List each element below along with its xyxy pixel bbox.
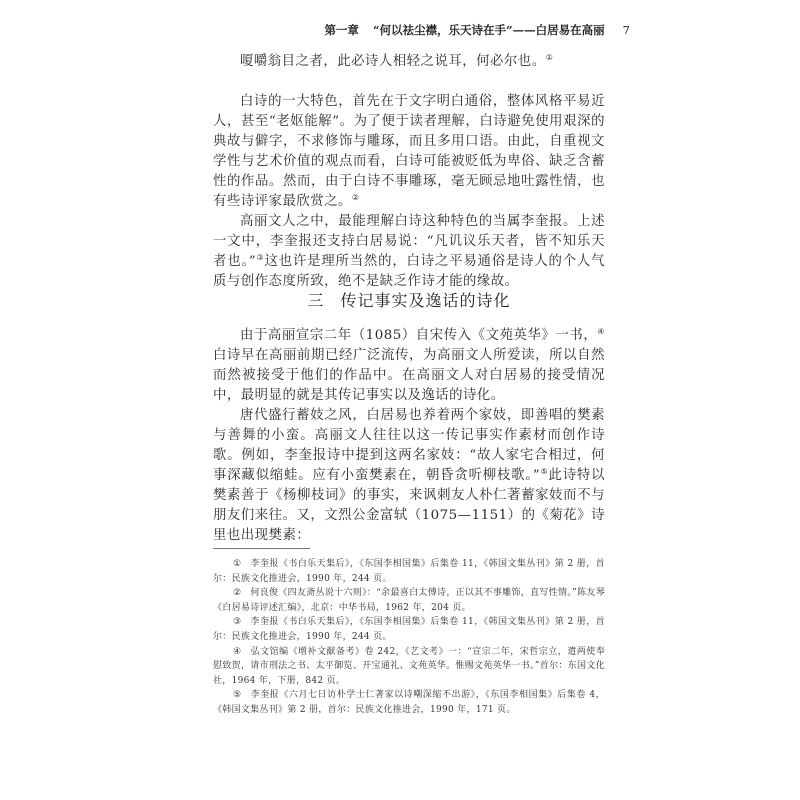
paragraph-text: 由于高丽宣宗二年（1085）自宋传入《文苑英华》一书，: [240, 328, 598, 343]
footnote-1: [213, 557, 605, 586]
footnote-2: [213, 586, 605, 615]
footnote-mark: ④: [233, 646, 242, 657]
paragraph-text: 白诗的一大特色，首先在于文字明白通俗，整体风格平易近人，甚至“老妪能解”。为了便于读者理解，白诗避免使用艰深的典故与僻字，不求修饰与雕琢，而且多用口语。由此，自重视文学性与艺术价值的观点而看，白诗可能被贬低为卑俗、缺乏含蓄性的作品。然而，由于白诗不事雕琢，毫无顾忌地吐露性情，也有些诗评家最欣赏之。: [213, 94, 605, 209]
footnote-text: 李奎报《书白乐天集后》，《东国李相国集》后集卷 11，《韩国文集丛刊》第 2 册，首尔：民族文化推进会，1990 年，244 页。: [213, 559, 605, 584]
footnote-text: 何良俊《四友斋丛说十六则》：“余最喜白太傅诗，正以其不事雕饰，直写性情。”陈友琴《白居易诗评述汇编》，北京：中华书局，1962 年，204 页。: [213, 588, 605, 613]
footnote-ref-4[interactable]: ④: [597, 327, 605, 336]
section-number: 三: [307, 291, 325, 310]
footnote-ref-5[interactable]: ⑤: [540, 467, 549, 476]
footnote-mark: ⑤: [233, 690, 242, 701]
footnote-text: 李奎报《六月七日访朴学士仁著家以诗嘲深缩不出游》，《东国李相国集》后集卷 4，《韩国文集丛刊》第 2 册，首尔：民族文化推进会，1990 年，171 页。: [213, 690, 605, 715]
footnote-text: 弘文馆编《增补文献备考》卷 242，《艺文考》一：“宣宗二年，宋哲宗立，遣两使奉慰致贺，请市刑法之书、太平御览、开宝通礼、文苑英华。惟赐文苑英华一书。”首尔：东国文化社，1964 年，下册，842 页。: [213, 646, 605, 686]
section-heading: [213, 289, 605, 313]
footnote-mark: ①: [233, 559, 242, 569]
footnote-rule: [213, 548, 310, 549]
footnote-5: [213, 688, 605, 717]
paragraph-text: 嗄嚼翁目之者，此必诗人相轻之说耳，何必尔也。: [240, 54, 546, 69]
running-header: [324, 20, 630, 40]
paragraph-courtesans: [213, 406, 605, 546]
paragraph-text: 此诗特以樊素善于《杨柳枝词》的事实，来讽刺友人朴仁著蓄家妓而不与朋友们来往。又，文烈公金富轼（1075—1151）的《菊花》诗里也出现樊素：: [213, 468, 606, 543]
footnote-ref-3[interactable]: ③: [256, 253, 265, 262]
chapter-title: “何以祛尘襟，乐天诗在手”——白居易在高丽: [372, 23, 605, 37]
body-text-upper: [213, 52, 605, 292]
footnote-3: [213, 615, 605, 644]
section-title: 传记事实及逸话的诗化: [340, 291, 511, 310]
chapter-label: 第一章: [324, 23, 359, 37]
body-text-lower: [213, 326, 605, 546]
paragraph-quote-end: [213, 52, 605, 72]
footnote-mark: ③: [233, 617, 242, 628]
paragraph-text: 高丽文人之中，最能理解白诗这种特色的当属李奎报。上述一文中，李奎报还支持白居易说：“凡讥议乐天者，皆不知乐天者也。”: [213, 214, 605, 269]
footnotes: [213, 557, 605, 718]
paragraph-text: 唐代盛行蓄妓之风，白居易也养着两个家妓，即善唱的樊素与善舞的小蛮。高丽文人往往以这一传记事实作素材而创作诗歌。例如，李奎报诗中提到这两名家妓：“故人家宅合相过，何事深藏似缩蛙。应有小蛮樊素在，朝昏贪听柳枝歌。”: [213, 408, 605, 483]
footnote-mark: ②: [233, 588, 242, 599]
page-number: 7: [622, 23, 630, 37]
footnote-ref-1[interactable]: ①: [545, 53, 554, 62]
paragraph-bai-style: [213, 92, 605, 212]
paragraph-transmission: [213, 326, 605, 406]
footnote-4: [213, 645, 605, 689]
paragraph-text: 白诗早在高丽前期已经广泛流传，为高丽文人所爱读，所以自然而然被接受于他们的作品中。在高丽文人对白居易的接受情况中，最明显的就是其传记事实以及逸话的诗化。: [213, 348, 605, 403]
footnote-ref-2[interactable]: ②: [351, 193, 360, 202]
footnote-text: 李奎报《书白乐天集后》，《东国李相国集》后集卷 11，《韩国文集丛刊》第 2 册，首尔：民族文化推进会，1990 年，244 页。: [213, 617, 605, 642]
paragraph-li-kyubo: [213, 212, 605, 292]
paragraph-text: 这也许是理所当然的，白诗之平易通俗是诗人的个人气质与创作态度所致，绝不是缺乏作诗才能的缘故。: [213, 254, 606, 289]
